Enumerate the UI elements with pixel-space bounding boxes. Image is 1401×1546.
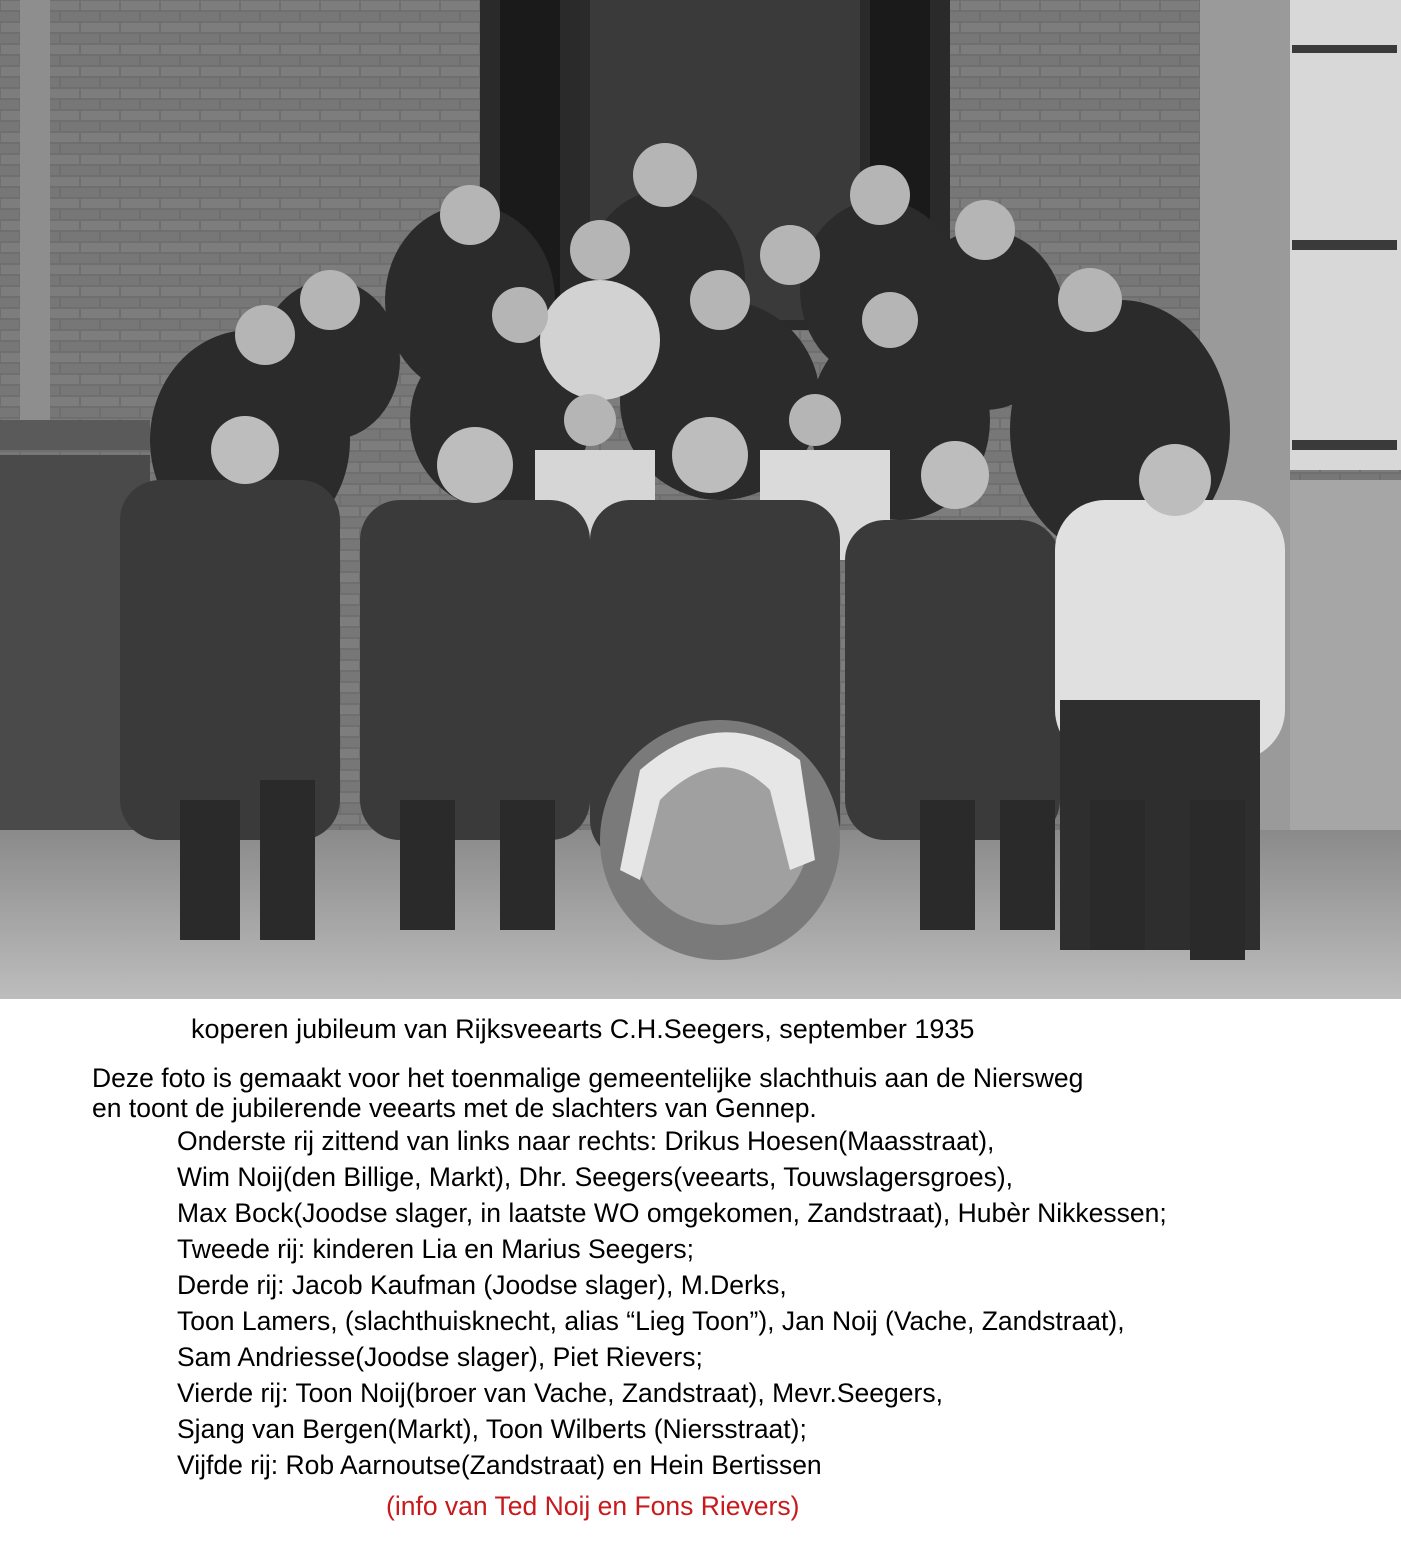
row-line-6: Toon Lamers, (slachthuisknecht, alias “Lieg Toon”), Jan Noij (Vache, Zandstraat),: [177, 1306, 1125, 1336]
row-line-1: Onderste rij zittend van links naar rechts: Drikus Hoesen(Maasstraat),: [177, 1126, 995, 1156]
row-line-5: Derde rij: Jacob Kaufman (Joodse slager), M.Derks,: [177, 1270, 787, 1300]
intro-line-2: en toont de jubilerende veearts met de slachters van Gennep.: [92, 1093, 817, 1123]
row-line-9: Sjang van Bergen(Markt), Toon Wilberts (Niersstraat);: [177, 1414, 807, 1444]
row-line-2: Wim Noij(den Billige, Markt), Dhr. Seegers(veearts, Touwslagersgroes),: [177, 1162, 1014, 1192]
row-line-10: Vijfde rij: Rob Aarnoutse(Zandstraat) en Hein Bertissen: [177, 1450, 822, 1480]
row-line-7: Sam Andriesse(Joodse slager), Piet Rievers;: [177, 1342, 703, 1372]
row-line-8: Vierde rij: Toon Noij(broer van Vache, Zandstraat), Mevr.Seegers,: [177, 1378, 943, 1408]
row-line-4: Tweede rij: kinderen Lia en Marius Seegers;: [177, 1234, 695, 1264]
row-line-3: Max Bock(Joodse slager, in laatste WO omgekomen, Zandstraat), Hubèr Nikkessen;: [177, 1198, 1167, 1228]
intro-line-1: Deze foto is gemaakt voor het toenmalige gemeentelijke slachthuis aan de Niersweg: [92, 1063, 1084, 1093]
photo-caption: koperen jubileum van Rijksveearts C.H.Seegers, september 1935: [191, 1014, 975, 1044]
info-credit: (info van Ted Noij en Fons Rievers): [386, 1491, 800, 1521]
